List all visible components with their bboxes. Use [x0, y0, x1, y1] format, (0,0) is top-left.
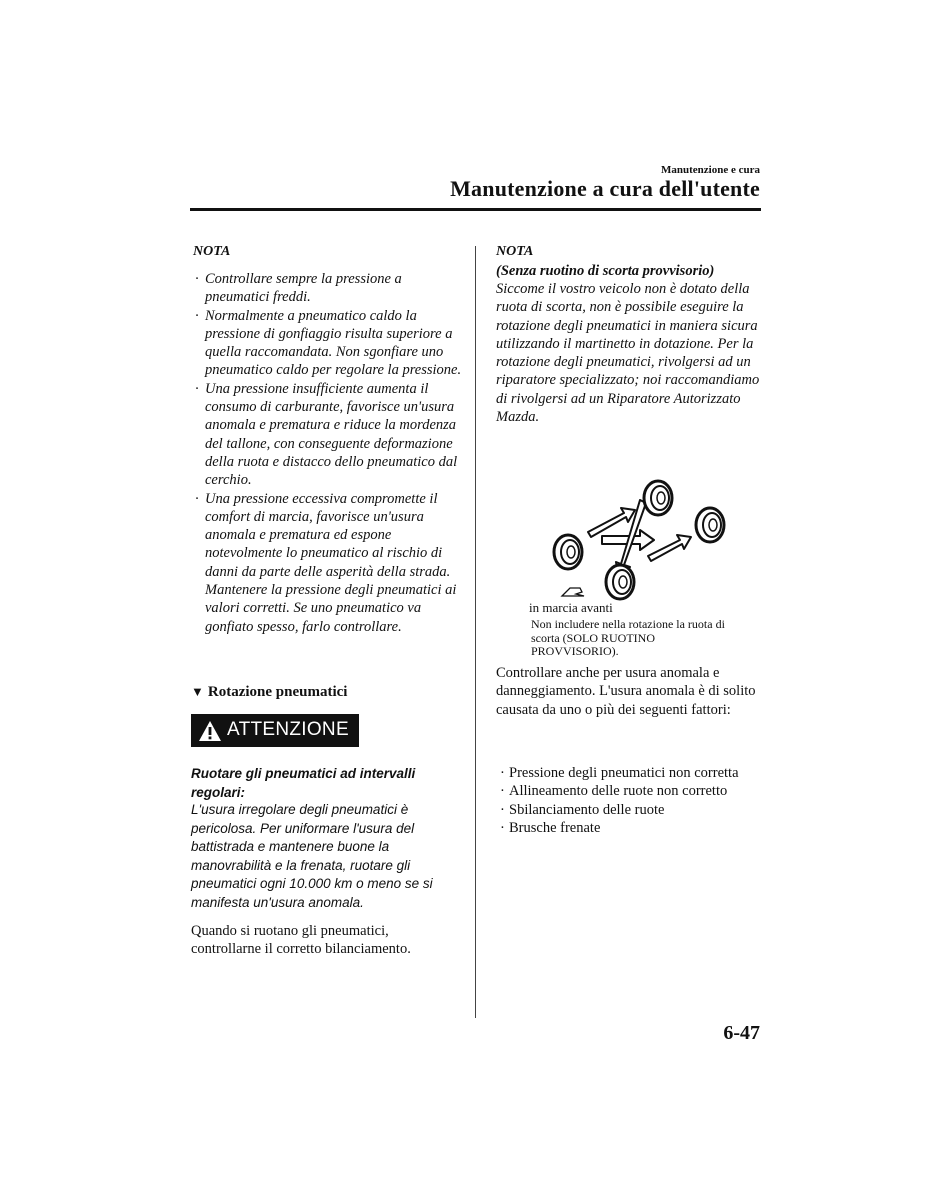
balance-text: Quando si ruotano gli pneumatici, controllarne il corretto bilanciamento. [191, 923, 411, 958]
note-item: · Controllare sempre la pressione a pneumatici freddi. [195, 271, 402, 306]
factor-list [498, 764, 761, 837]
note-list-left [192, 270, 467, 636]
warning-body: L'usura irregolare degli pneumatici è pericolosa. Per uniformare l'usura del battistrada e mantenere buone la manovrabilità e la frenata, ruotare gli pneumatici ogni 10.000 km o meno se si manifesta un'usura anomala. [191, 802, 433, 910]
warning-banner [191, 714, 359, 747]
factor-item: · Brusche frenate [500, 819, 601, 836]
tire-icon [606, 565, 634, 599]
note-label-left: NOTA [193, 244, 231, 259]
forward-direction-icon [562, 588, 584, 596]
factor-item: · Allineamento delle ruote non corretto [500, 783, 728, 800]
note-body-right: Siccome il vostro veicolo non è dotato della ruota di scorta, non è possibile eseguire la rotazione degli pneumatici in maniera sicura utilizzando il martinetto in dotazione. Per la rotazione degli pneumatici, rivolgersi ad un riparatore specializzato; noi raccomandiamo di rivolgersi ad un Riparatore Autorizzato Mazda. [496, 281, 760, 426]
page-title: Manutenzione a cura dell'utente [450, 176, 760, 201]
warning-triangle-icon [198, 720, 222, 742]
arrow-rear-left-to-front-right [588, 508, 635, 537]
note-item: · Una pressione insufficiente aumenta il consumo di carburante, favorisce un'usura anomala e prematura e riduce la mordenza del tallone, con conseguente deformazione della ruota e distacco dello pneumatico dal cerchio. [195, 380, 458, 489]
column-divider [475, 246, 476, 1018]
running-header-section: Manutenzione e cura [661, 164, 760, 176]
tire-icon [644, 481, 672, 515]
warning-title: Ruotare gli pneumatici ad intervalli regolari: [191, 766, 416, 800]
tire-rotation-diagram [540, 470, 740, 602]
warning-label: ATTENZIONE [227, 719, 349, 740]
factor-item: · Sbilanciamento delle ruote [500, 801, 665, 818]
check-text: Controllare anche per usura anomala e danneggiamento. L'usura anomala è di solito causata da uno o più dei seguenti fattori: [496, 665, 756, 718]
note-item: · Normalmente a pneumatico caldo la pressione di gonfiaggio risulta superiore a quella raccomandata. Non sgonfiare uno pneumatico caldo per regolare la pressione. [195, 307, 462, 379]
figure-caption-forward: in marcia avanti [529, 600, 613, 615]
section-heading-rotation: ▼ Rotazione pneumatici [191, 684, 348, 700]
tire-icon [696, 508, 724, 542]
figure-caption-note: Non includere nella rotazione la ruota di scorta (SOLO RUOTINO PROVVISORIO). [531, 617, 725, 658]
header-divider [190, 208, 761, 211]
triangle-marker-icon: ▼ [191, 684, 204, 699]
page-number: 6-47 [723, 1022, 760, 1044]
note-subtitle: (Senza ruotino di scorta provvisorio) [496, 263, 715, 279]
note-label-right: NOTA [496, 244, 534, 259]
tire-icon [554, 535, 582, 569]
note-item: · Una pressione eccessiva compromette il comfort di marcia, favorisce un'usura anomala e prematura ed espone notevolmente lo pneumatico al rischio di danni da parte delle asperità della strada. [195, 490, 451, 580]
arrow-rear-right-to-front [648, 535, 691, 561]
factor-item: · Pressione degli pneumatici non corretta [500, 765, 739, 781]
note-item-continuation: Mantenere la pressione degli pneumatici ai valori corretti. Se uno pneumatico va gonfiato spesso, farlo controllare. [205, 582, 457, 635]
